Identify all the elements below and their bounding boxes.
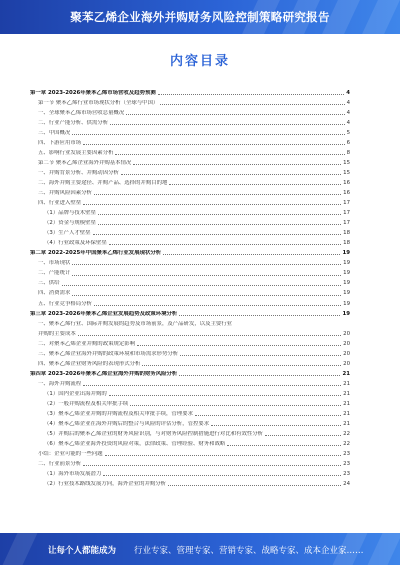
toc-entry[interactable] [30,257,350,267]
toc-page-number: 18 [343,240,350,247]
toc-page-number: 19 [343,270,350,277]
toc-entry-text: 四、聚苯乙烯企业财务风险的表现形式分析 [38,360,141,367]
toc-entry-text: 一、市场现状 [38,260,71,267]
toc-entry[interactable] [30,317,350,327]
toc-entry[interactable] [30,448,350,458]
dot-leader [93,234,342,235]
toc-entry[interactable] [30,156,350,166]
footer-slogan: 让每个人都能成为 [48,546,117,556]
toc-entry[interactable] [30,428,350,438]
toc-page-number: 17 [343,220,350,227]
footer-tagline: 行业专家、管理专家、营销专家、战略专家、成本企业家…… [134,546,364,556]
toc-entry[interactable] [30,146,350,156]
toc-entry-text: （2）一般并购流程及相关审批手续 [44,401,129,407]
toc-page-number: 19 [342,250,350,257]
dot-leader [105,455,341,456]
toc-entry-text: 第二节 聚苯乙烯企业海外并购基本情况 [38,159,132,166]
toc-entry-text: （2）行业技术路线发展方向，海外企业的并购分析 [44,481,167,488]
dot-leader [163,254,340,255]
toc-entry-text: 三、聚苯乙烯企业海外并购的政策环境和市场需求形势分析 [38,350,179,357]
toc-entry[interactable] [30,96,350,106]
toc-page-number: 20 [343,350,350,357]
toc-entry[interactable] [30,247,350,257]
dot-leader [195,415,341,416]
toc-entry[interactable] [30,468,350,478]
toc-page-number: 4 [346,99,350,106]
dot-leader [265,435,341,436]
toc-page-number: 8 [346,149,350,156]
footer-banner [0,533,400,565]
toc-page-number: 19 [343,290,350,297]
toc-entry-text: （1）品牌与技术壁垒 [44,210,96,217]
toc-entry[interactable] [30,176,350,186]
toc-entry[interactable] [30,116,350,126]
toc-page-number: 22 [343,431,350,438]
toc-entry-text: （3）生产人才壁垒 [44,230,91,237]
toc-entry-text: （3）聚苯乙烯企业并购的并购流程及相关审批手续，管理要求 [44,411,193,418]
toc-page-number: 5 [346,129,350,136]
toc-entry[interactable] [30,207,350,217]
toc-entry[interactable] [30,267,350,277]
toc-entry-text: （1）国内企业出海并购的 [44,390,107,397]
dot-leader [72,295,341,296]
toc-page-number: 4 [346,119,350,126]
toc-heading: 内容目录 [169,54,230,69]
toc-entry-text: 二、产能统计 [38,270,71,277]
toc-entry-text: 二、对聚苯乙烯企业并购的政策规定影响 [38,340,136,347]
toc-entry-text: 三、供给 [38,280,60,287]
toc-entry-text: （5）并购后的聚苯乙烯企业的财务风险识别，与对财务风险控制措施进行对比和有效性分析 [44,431,264,438]
dot-leader [169,184,341,185]
dot-leader [94,305,341,306]
toc-entry-text: 一、聚苯乙烯行业、国际并购发展的趋势及市场前景，及产品研发，以及主要行业 [38,320,233,327]
toc-page-number: 16 [343,190,350,197]
toc-entry[interactable] [30,136,350,146]
dot-leader [158,94,344,95]
dot-leader [130,405,341,406]
toc-page-number: 20 [343,340,350,347]
dot-leader [180,355,341,356]
toc-entry[interactable] [30,297,350,307]
toc-entry-text: 第三章 2023-2026年聚苯乙烯企业发展趋势及政策环境分析 [30,310,178,317]
dot-leader [121,174,341,175]
toc-entry[interactable] [30,186,350,196]
toc-entry-text: 三、中国概况 [38,129,71,136]
toc-page-number: 21 [343,401,350,407]
toc-page-number: 17 [343,210,350,217]
toc-entry[interactable] [30,166,350,176]
toc-entry[interactable] [30,307,350,317]
banner-stripe [368,533,400,565]
dot-leader [83,144,344,145]
toc-entry-text: 五、行业竞争格局分析 [38,300,92,307]
toc-entry-text: （4）行业政策及环保壁垒 [44,240,107,247]
toc-entry[interactable] [30,106,350,116]
toc-entry-text: 第一节 聚苯乙烯行业市场现状分析（全球与中国） [38,99,159,106]
dot-leader [227,445,341,446]
toc-page-number: 19 [342,310,350,317]
toc-page-number: 4 [346,89,350,96]
toc-entry-text: 第四章 2023-2026年聚苯乙烯企业海外并购的财务风险分析 [30,370,178,377]
dot-leader [142,365,341,366]
dot-leader [179,375,340,376]
toc-page-number: 23 [343,451,350,458]
toc-entry-text: 小结：企业可能的一些问题 [38,451,103,458]
toc-page-number: 19 [343,300,350,307]
toc-page-number: 6 [346,139,350,146]
toc-page-number: 24 [343,481,350,488]
toc-entry[interactable] [30,458,350,468]
banner-stripe [3,533,38,565]
dot-leader [126,114,344,115]
toc-page-number: 21 [343,411,350,418]
toc-entry[interactable] [30,387,350,397]
toc-entry-text: 二、行业前景分析 [38,461,82,468]
toc-entry[interactable] [30,126,350,136]
dot-leader [72,264,341,265]
toc-entry[interactable] [30,347,350,357]
toc-entry[interactable] [30,478,350,488]
header-banner [0,0,400,34]
toc-entry[interactable] [30,408,350,418]
toc-entry-text: 二、海外并购主要途径、并购产品、选择的并购目的地 [38,179,168,186]
toc-entry-text: 四、下游应用市场 [38,139,82,146]
dot-leader [83,465,341,466]
toc-page-number: 21 [343,390,350,397]
table-of-contents [30,86,350,488]
dot-leader [109,244,341,245]
toc-page-number: 23 [343,471,350,478]
dot-leader [179,315,340,316]
dot-leader [98,224,341,225]
toc-page-number: 21 [342,370,350,377]
toc-entry-text: 第二章 2022-2025年中国聚苯乙烯行业发展现状分析 [30,250,162,257]
dot-leader [109,395,341,396]
toc-entry[interactable] [30,397,350,407]
dot-leader [62,285,342,286]
toc-entry[interactable] [30,86,350,96]
toc-entry[interactable] [30,367,350,377]
dot-leader [168,485,341,486]
toc-entry[interactable] [30,438,350,448]
dot-leader [110,124,344,125]
toc-entry-text: （6）聚苯乙烯企业海外投资的风险对策，法律政策、管理经验、财务和战略 [44,441,226,448]
dot-leader [72,275,341,276]
toc-page-number: 20 [343,330,350,337]
toc-entry[interactable] [30,377,350,387]
toc-entry[interactable] [30,227,350,237]
dot-leader [137,345,341,346]
dot-leader [72,134,344,135]
toc-page-number: 18 [343,230,350,237]
toc-page-number: 4 [346,109,350,116]
toc-entry-text: 并购的主要成本 [38,330,76,337]
dot-leader [103,475,341,476]
dot-leader [160,104,344,105]
toc-entry[interactable] [30,277,350,287]
toc-entry[interactable] [30,327,350,337]
toc-entry-text: 三、并购风险因素分析 [38,190,92,197]
toc-entry[interactable] [30,287,350,297]
toc-entry-text: 一、海外并购流程 [38,380,82,387]
toc-entry-text: 第一章 2023-2026年聚苯乙烯市场营收及趋势预测 [30,89,156,96]
toc-entry[interactable] [30,337,350,347]
dot-leader [94,194,341,195]
toc-page-number: 15 [343,159,350,166]
toc-entry-text: （4）聚苯乙烯企业在海外并购后的整合与风险的评估分析，管控要求 [44,421,210,428]
toc-page-number: 21 [343,421,350,428]
toc-page-number: 17 [343,200,350,207]
toc-entry[interactable] [30,217,350,227]
dot-leader [83,204,341,205]
toc-entry-text: 一、并购背景分析、并购动因分析 [38,169,119,176]
toc-entry-text: 四、消费需求 [38,290,71,297]
dot-leader [83,385,341,386]
toc-page-number: 15 [343,169,350,176]
toc-entry-text: 五、影响行业发展主要因素分析 [38,149,114,156]
dot-leader [98,214,341,215]
toc-entry-text: （2）资金与规模壁垒 [44,220,96,227]
toc-entry[interactable] [30,418,350,428]
toc-entry[interactable] [30,197,350,207]
dot-leader [78,335,341,336]
dot-leader [133,164,341,165]
toc-entry[interactable] [30,357,350,367]
toc-entry[interactable] [30,237,350,247]
dot-leader [211,425,341,426]
toc-page-number: 19 [343,280,350,287]
toc-entry-text: 二、行业产能分析、供需分析 [38,119,109,126]
dot-leader [115,154,344,155]
toc-page-number: 19 [343,260,350,267]
toc-entry-text: 一、全球聚苯乙烯市场营收总量概况 [38,109,125,116]
toc-entry-text: 四、行业进入壁垒 [38,200,82,207]
toc-page-number: 16 [343,179,350,186]
toc-page-number: 20 [343,360,350,367]
toc-page-number: 22 [343,441,350,448]
toc-page-number: 23 [343,461,350,468]
toc-entry-text: （1）海外市场发展潜力 [44,471,102,478]
toc-page-number: 21 [343,380,350,387]
report-title: 聚苯乙烯企业海外并购财务风险控制策略研究报告 [70,10,330,24]
